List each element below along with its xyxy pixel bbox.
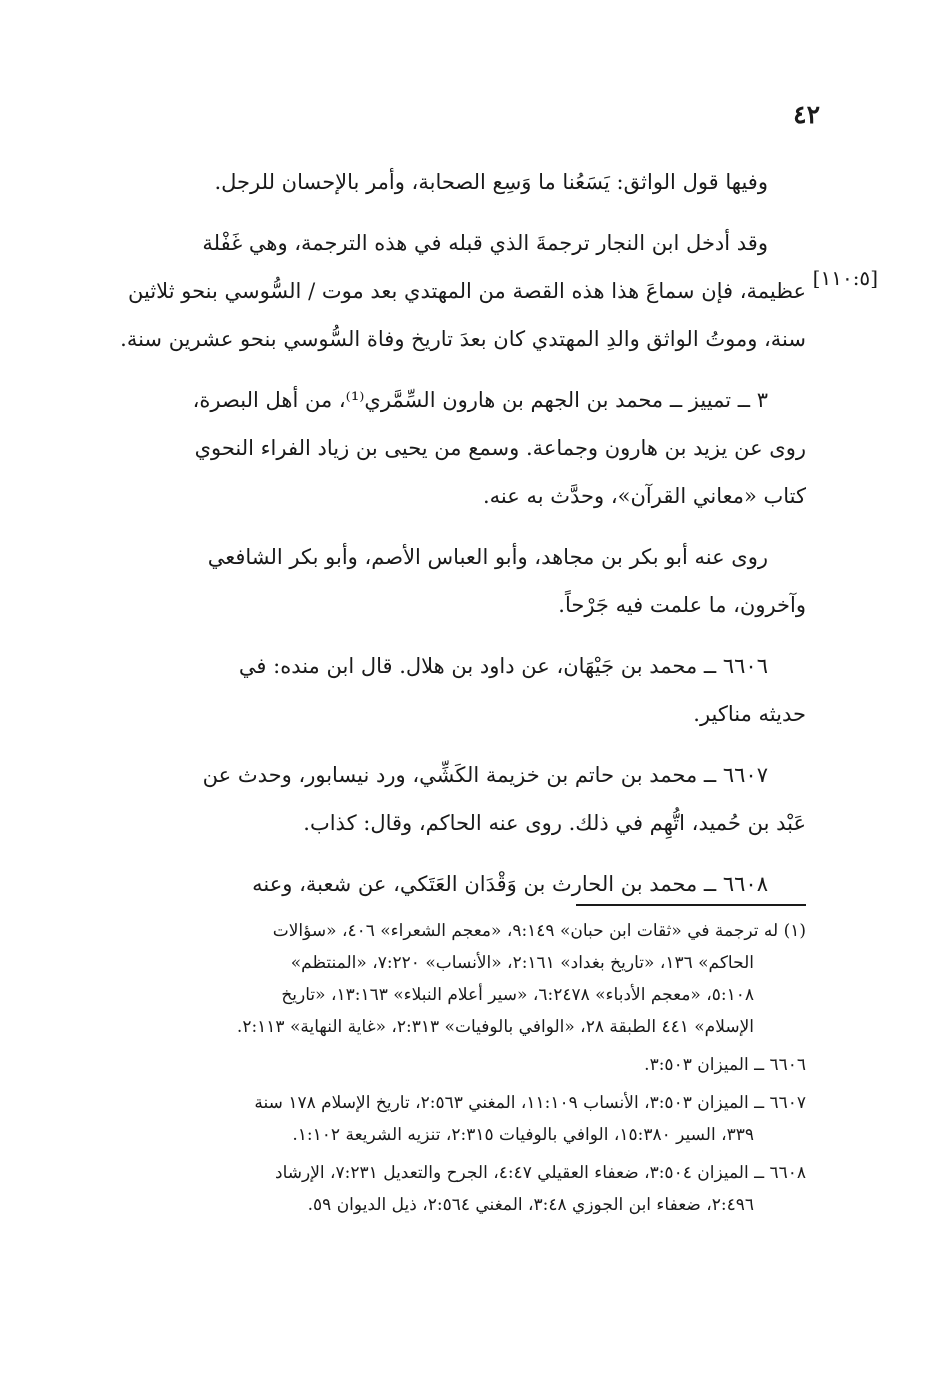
text-line: روى عن يزيد بن هارون وجماعة. وسمع من يحيى بن زياد الفراء النحوي: [194, 436, 806, 460]
footnote-line: ٣٣٩، السير ١٥:٣٨٠، الوافي بالوفيات ٢:٣١٥، تنزيه الشريعة ١:١٠٢.: [292, 1125, 754, 1145]
footnote-line: ٢:٤٩٦، ضعفاء ابن الجوزي ٣:٤٨، المغني ٢:٥٦٤، ذيل الديوان ٥٩.: [307, 1195, 754, 1215]
paragraph-ibn-najjar-note: [84, 219, 806, 363]
text-line: عظيمة، فإن سماعَ هذا هذه القصة من المهتدي بعد موت / السُّوسي بنحو ثلاثين: [128, 279, 806, 303]
footnote-line: الحاكم» ١٣٦، «تاريخ بغداد» ٢:١٦١، «الأنساب» ٧:٢٢٠، «المنتظم»: [290, 953, 754, 973]
text-line: كتاب «معاني القرآن»، وحدَّث به عنه.: [483, 484, 806, 508]
footnote-6606: [84, 1049, 806, 1081]
footnote-line: ٦٦٠٨ ــ الميزان ٣:٥٠٤، ضعفاء العقيلي ٤:٤٧، الجرح والتعديل ٧:٢٣١، الإرشاد: [275, 1163, 806, 1183]
entry-6606: [84, 642, 806, 738]
footnote-line: الإسلام» ٤٤١ الطبقة ٢٨، «الوافي بالوفيات» ٢:٣١٣، «غاية النهاية» ٢:١١٣.: [236, 1017, 754, 1037]
entry-6608: [84, 860, 806, 908]
footnote-line: ٦٦٠٦ ــ الميزان ٣:٥٠٣.: [644, 1055, 806, 1075]
footnotes: [84, 915, 806, 1227]
text-line: ٦٦٠٧ ــ محمد بن حاتم بن خزيمة الكَشِّي، ورد نيسابور، وحدث عن: [202, 763, 768, 787]
margin-reference: [١١٠:٥]: [812, 266, 878, 290]
footnote-line: (١) له ترجمة في «ثقات ابن حبان» ٩:١٤٩، «معجم الشعراء» ٤٠٦، «سؤالات: [272, 921, 806, 941]
footnote-6607: [84, 1087, 806, 1151]
footnote-line: ٦٦٠٧ ــ الميزان ٣:٥٠٣، الأنساب ١١:١٠٩، المغني ٢:٥٦٣، تاريخ الإسلام ١٧٨ سنة: [254, 1093, 806, 1113]
text-line: ٣ ــ تمييز ــ محمد بن الجهم بن هارون السِّمَّري⁽¹⁾، من أهل البصرة،: [192, 388, 768, 412]
text-line: ٦٦٠٦ ــ محمد بن جَيْهَان، عن داود بن هلال. قال ابن منده: في: [238, 654, 768, 678]
footnote-6608: [84, 1157, 806, 1221]
footnote-1: [84, 915, 806, 1043]
text-line: عَبْد بن حُميد، اتُّهِم في ذلك. روى عنه الحاكم، وقال: كذاب.: [303, 811, 806, 835]
footnote-line: ٥:١٠٨، «معجم الأدباء» ٦:٢٤٧٨، «سير أعلام النبلاء» ١٣:١٦٣، «تاريخ: [281, 985, 754, 1005]
text-line: وقد أدخل ابن النجار ترجمةَ الذي قبله في هذه الترجمة، وهي غَفْلة: [202, 231, 768, 255]
text-line: وآخرون، ما علمت فيه جَرْحاً.: [558, 593, 806, 617]
footnote-separator: [576, 904, 806, 906]
text-line: حديثه مناكير.: [693, 702, 806, 726]
entry-3-samarri: [84, 376, 806, 520]
main-text: [84, 158, 806, 921]
text-line: وفيها قول الواثق: يَسَعُنا ما وَسِع الصحابة، وأمر بالإحسان للرجل.: [214, 170, 768, 194]
page-number: ٤٢: [793, 100, 820, 129]
text-line: سنة، وموتُ الواثق والدِ المهتدي كان بعدَ تاريخ وفاة السُّوسي بنحو عشرين سنة.: [120, 327, 806, 351]
text-line: ٦٦٠٨ ــ محمد بن الحارث بن وَقْدَان العَتَكي، عن شعبة، وعنه: [252, 872, 768, 896]
entry-6607: [84, 751, 806, 847]
text-line: روى عنه أبو بكر بن مجاهد، وأبو العباس الأصم، وأبو بكر الشافعي: [207, 545, 768, 569]
paragraph-wathiq-quote: [84, 158, 806, 206]
paragraph-narrators: [84, 533, 806, 629]
